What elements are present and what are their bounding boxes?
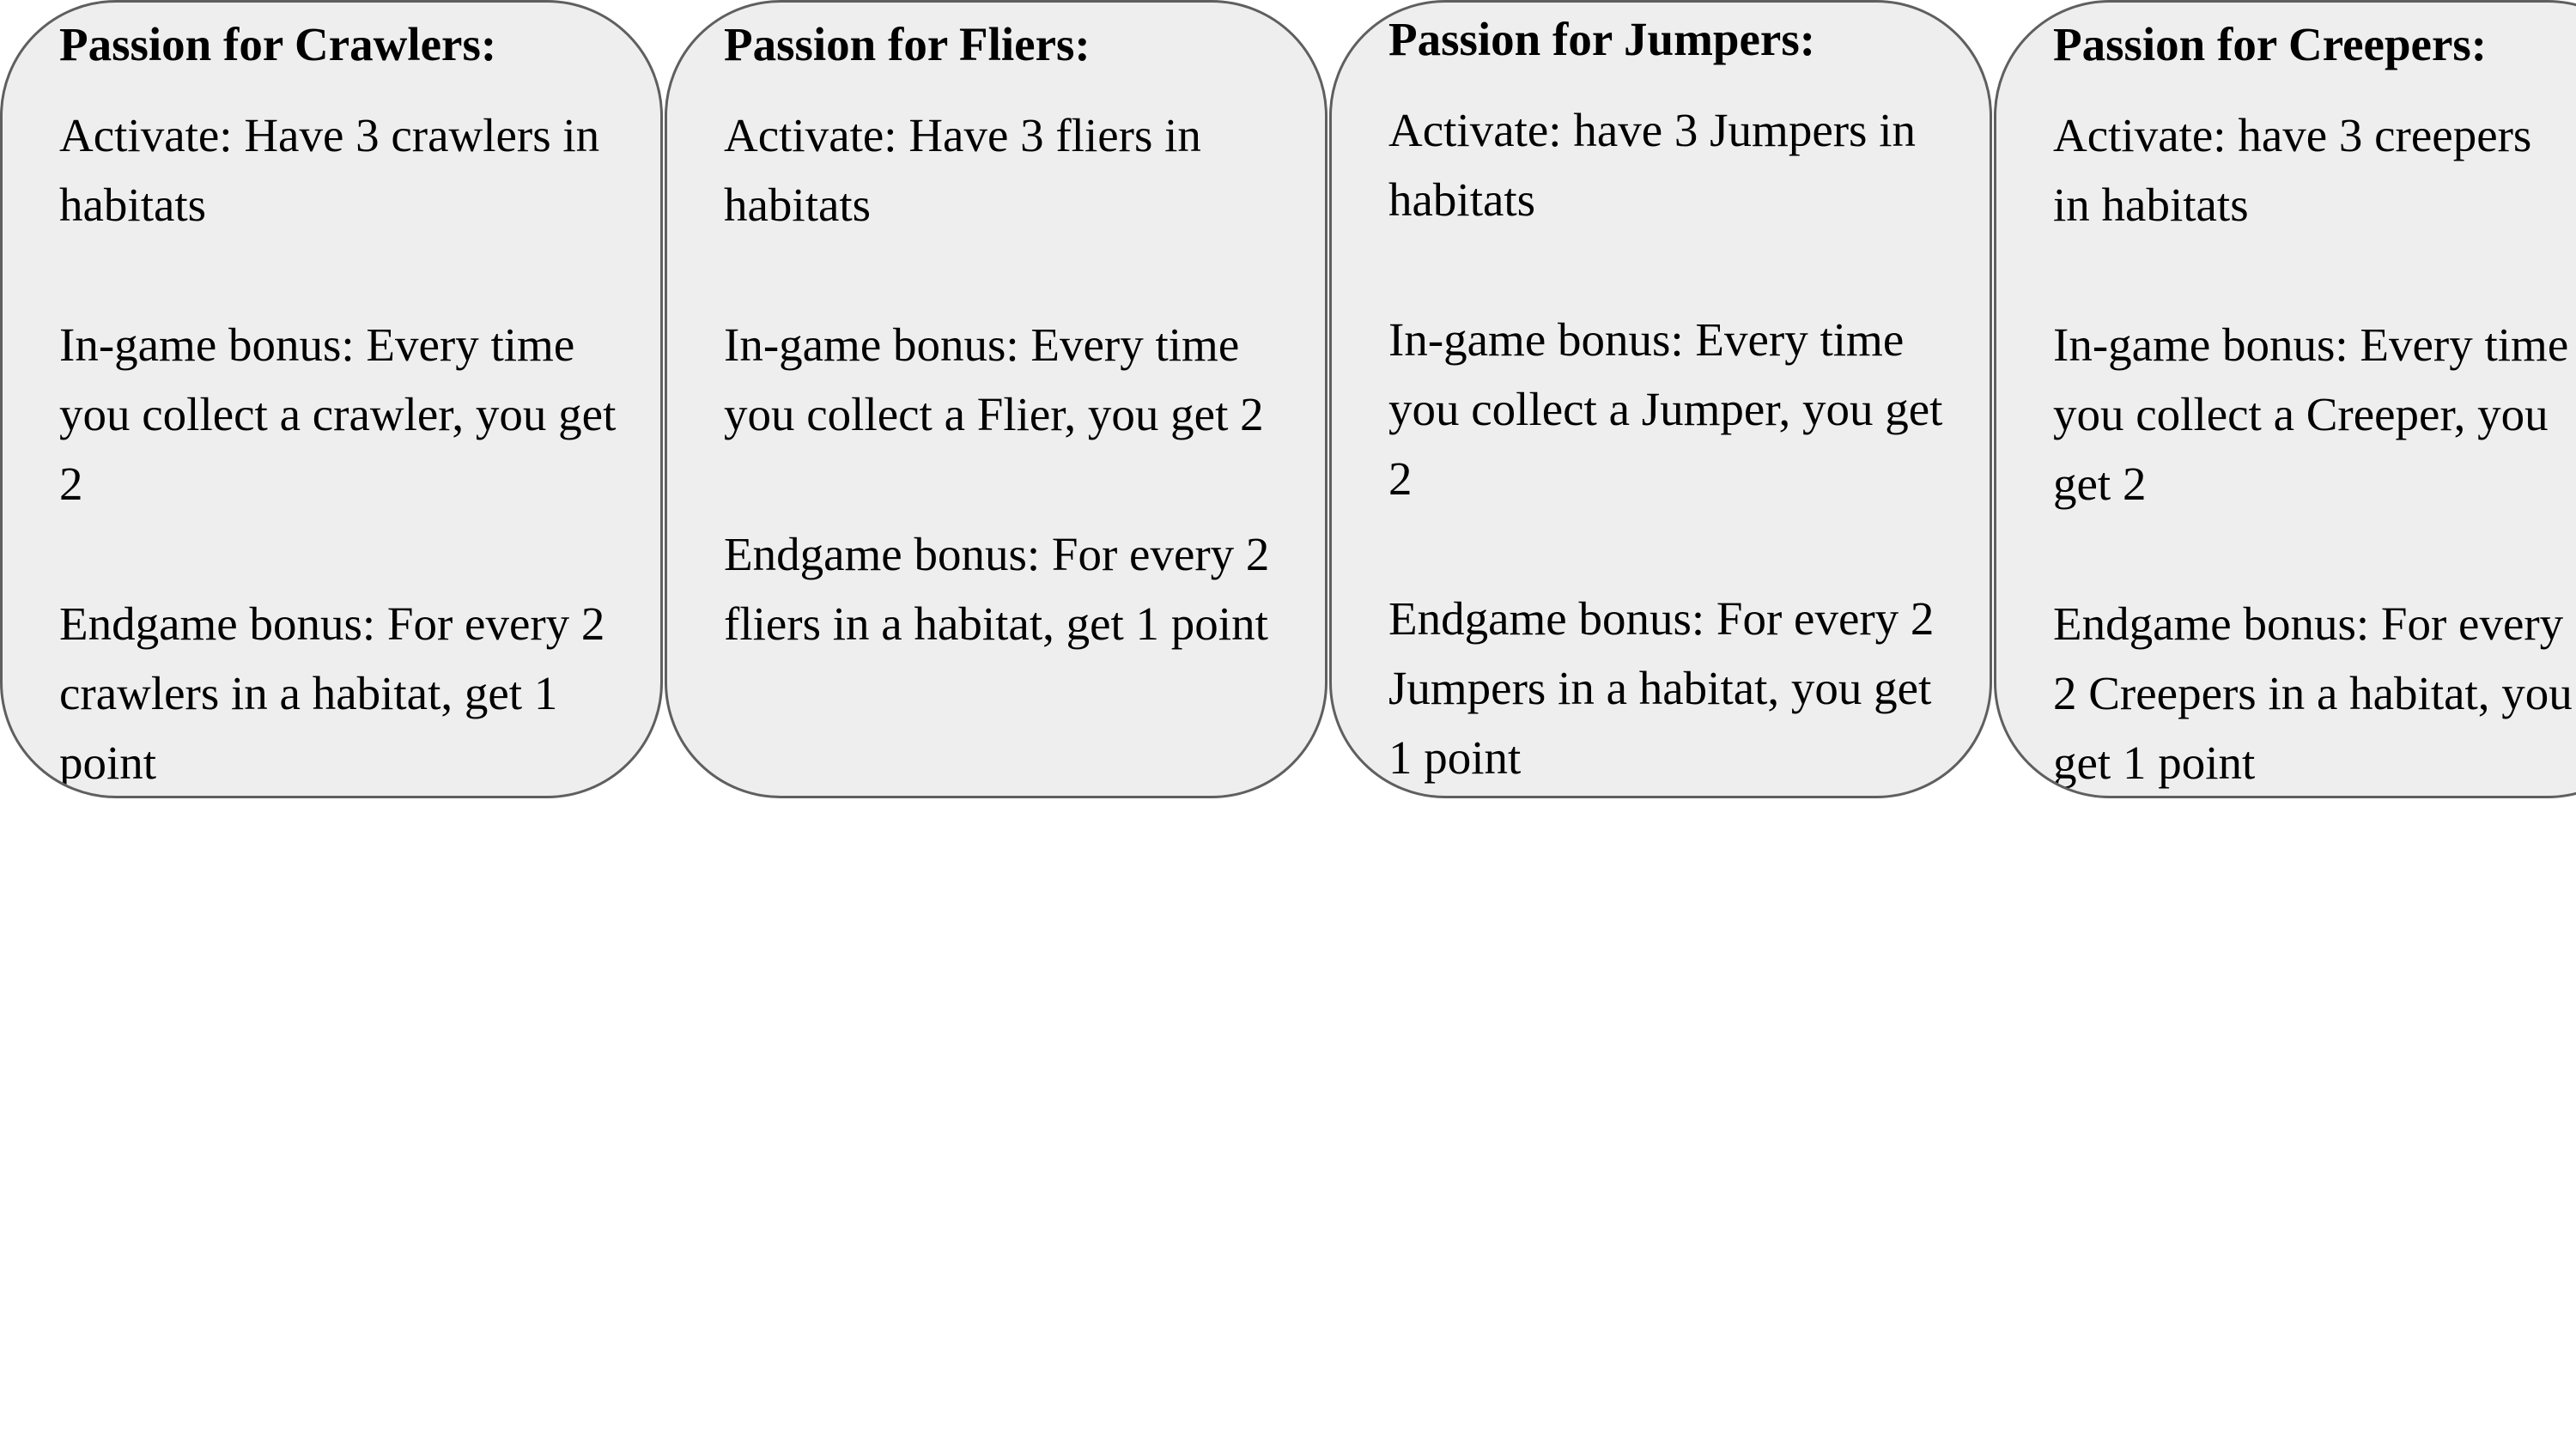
card-endgame-bonus-text: Endgame bonus: For every 2 Jumpers in a habitat, you get 1 point <box>1388 592 1935 784</box>
card-ingame-bonus-text: In-game bonus: Every time you collect a Jumper, you get 2 <box>1388 313 1943 505</box>
card-endgame-bonus-text: Endgame bonus: For every 2 crawlers in a habitat, get 1 point <box>59 597 605 789</box>
card-ingame-bonus-text: In-game bonus: Every time you collect a crawler, you get 2 <box>59 318 617 510</box>
card-activate-text <box>2053 100 2576 239</box>
text-line: get 1 point <box>2053 737 2256 789</box>
card-title: Passion for Jumpers: <box>1388 13 1816 65</box>
card-activate-text: Activate: Have 3 fliers in habitats <box>724 109 1201 231</box>
card-title: Passion for Crawlers: <box>59 18 497 70</box>
text-line: in habitats <box>2053 179 2249 231</box>
text-line: Endgame bonus: For every <box>2053 597 2564 650</box>
text-line: Activate: have 3 creepers <box>2053 109 2532 161</box>
text-line: you collect a Creeper, you <box>2053 388 2549 440</box>
card-ingame-bonus-text: In-game bonus: Every time you collect a Flier, you get 2 <box>724 318 1264 440</box>
card-endgame-bonus-text: Endgame bonus: For every 2 fliers in a habitat, get 1 point <box>724 528 1270 650</box>
card-passion-for-crawlers <box>0 0 663 798</box>
card-title: Passion for Creepers: <box>2053 18 2488 70</box>
card-passion-for-jumpers <box>1329 0 1992 798</box>
card-ingame-bonus-text <box>2053 310 2576 518</box>
text-line: In-game bonus: Every time <box>2053 318 2569 371</box>
card-passion-for-creepers <box>1994 0 2576 798</box>
card-activate-text: Activate: have 3 Jumpers in habitats <box>1388 104 1916 226</box>
card-passion-for-fliers <box>665 0 1327 798</box>
text-line: get 2 <box>2053 458 2147 510</box>
card-endgame-bonus-text <box>2053 589 2576 797</box>
card-activate-text: Activate: Have 3 crawlers in habitats <box>59 109 600 231</box>
card-title: Passion for Fliers: <box>724 18 1091 70</box>
text-line: 2 Creepers in a habitat, you <box>2053 667 2573 719</box>
